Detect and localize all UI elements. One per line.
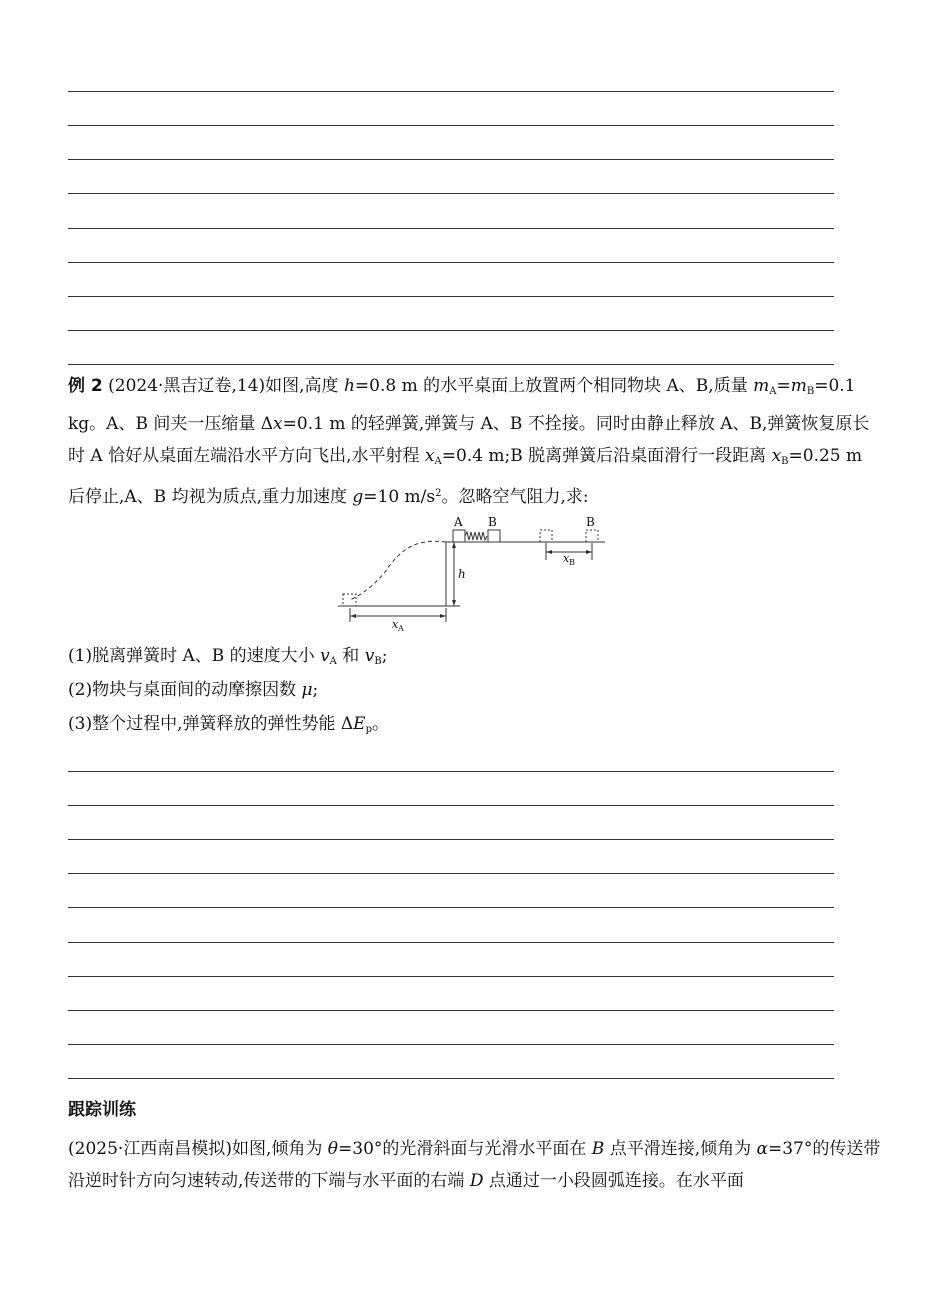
answer-line <box>68 873 834 874</box>
question-3: (3)整个过程中,弹簧释放的弹性势能 $\Delta E_p$。 <box>68 714 389 735</box>
answer-line <box>68 228 834 229</box>
label-xb: x <box>563 552 570 565</box>
label-b: B <box>488 515 497 529</box>
answer-line <box>68 942 834 943</box>
example-2-text: 例 2 (2024·黑吉辽卷,14)如图,高度 h=0.8 m 的水平桌面上放置两个相同物块 A、B,质量 $m_A=m_B=0.1$ kg。A、B 间夹一压缩量 Δx=0.1 m 的轻弹簧,弹簧与 A、B 不拴接。同时由静止释放 A、B,弹簧恢复原长时 A 恰好从桌面左端沿水平方向飞出,水平射程 $x_A=0.4$ m;B 脱离弹簧后沿桌面滑行一段距离 $x_B=0.25$ m 后停止,A、B 均视为质点,重力加速度 g=10 $m/s^2$。忽略空气阻力,求: <box>68 376 870 507</box>
question-1: (1)脱离弹簧时 A、B 的速度大小 $v_A$ 和 $v_B$; <box>68 646 388 667</box>
b-end-box <box>586 530 598 542</box>
answer-line <box>68 1078 834 1079</box>
block-b <box>488 530 500 542</box>
answer-line <box>68 330 834 331</box>
question-2: (2)物块与桌面间的动摩擦因数 μ; <box>68 680 319 700</box>
tracking-heading: 跟踪训练 <box>68 1100 136 1120</box>
answer-line <box>68 262 834 263</box>
trajectory-curve <box>350 541 446 600</box>
answer-line <box>68 364 834 365</box>
spring <box>465 532 487 540</box>
landing-box <box>343 594 356 606</box>
answer-line <box>68 976 834 977</box>
label-a: A <box>454 515 463 529</box>
answer-line <box>68 771 834 772</box>
answer-line <box>68 159 834 160</box>
answer-line <box>68 296 834 297</box>
answer-line <box>68 839 834 840</box>
answer-line <box>68 91 834 92</box>
answer-line <box>68 1044 834 1045</box>
label-h: h <box>458 567 466 581</box>
answer-line <box>68 907 834 908</box>
source-region: 黑吉辽卷 <box>163 376 232 396</box>
physics-figure <box>330 510 620 632</box>
answer-line <box>68 805 834 806</box>
block-a <box>453 530 465 542</box>
label-xa: x <box>392 618 399 631</box>
tracking-text: (2025·江西南昌模拟)如图,倾角为 θ=30°的光滑斜面与光滑水平面在 B 点平滑连接,倾角为 α=37°的传送带沿逆时针方向匀速转动,传送带的下端与水平面的右端 D 点通过一小段圆弧连接。在水平面 <box>68 1139 881 1191</box>
answer-line <box>68 193 834 194</box>
answer-line <box>68 125 834 126</box>
example-label: 例 2 <box>68 376 103 396</box>
answer-line <box>68 1010 834 1011</box>
label-b-end: B <box>586 515 595 529</box>
svg-text:B: B <box>569 558 575 567</box>
svg-text:A: A <box>398 624 404 632</box>
b-start-box <box>540 530 552 542</box>
